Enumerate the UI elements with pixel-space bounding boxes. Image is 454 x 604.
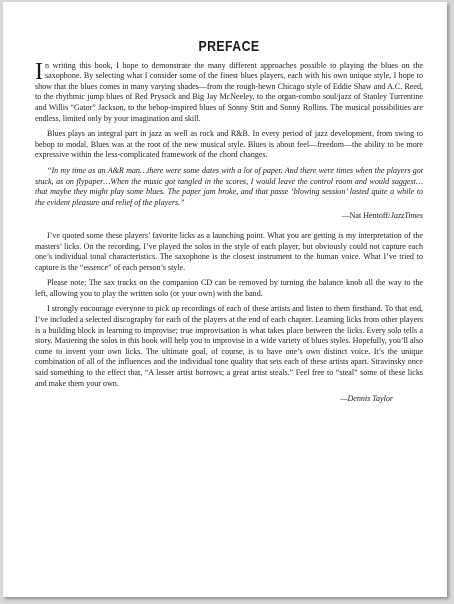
page-title: PREFACE	[198, 38, 260, 55]
blues-paragraph: Blues plays an integral part in jazz as well as rock and R&B. In every period of jazz development, from swing to bebop to modal, Blues was at the root of the new musical style. Blues is about feel—freedom—the ability to be more expressive within the less-complicated framework of the chord changes.	[35, 129, 423, 160]
drop-cap: I	[35, 58, 43, 85]
cd-note-paragraph: Please note: The sax tracks on the companion CD can be removed by turning the balance knob all the way to the left, allowing you to play the written solo (or your own) with the band.	[35, 278, 423, 298]
licks-paragraph: I’ve quoted some these players’ favorite licks as a launching point. What you are getting is my interpretation of the masters’ licks. On the recording, I’ve played the solos in the style of each player, but obviously could not capture each one’s individual tonal characteristics. The saxophone is the closest instrument to the human voice. What I’ve tried to capture is the “essence” of each person’s style.	[35, 230, 423, 272]
author-signature: —Dennis Taylor	[340, 394, 393, 404]
hentoff-quote: “In my time as an A&R man…there were some dates with a lot of paper. And there were times when the players got stuck, as on flypaper…When the music got tangled in the scores, I would leave the control room and would suggest…that maybe they might play some blues. The paper jam broke, and that passe ‘blowing session’ lasted quite a while to the evident pleasure and relief of the players.”	[35, 165, 423, 207]
recordings-paragraph: I strongly encourage everyone to pick up recordings of each of these artists and listen to them firsthand. To that end, I’ve included a selected discography for each of the players at the end of each chapter. Learning licks from other players is a building block in learning to improvise; true improvisation is what takes place between the licks. Every solo tells a story. Mastering the solos in this book will help you to improvise in a wide variety of blues styles. Hopefully, you’ll also come to invent your own licks. The ultimate goal, of course, is to have one’s own distinct voice. It’s the unique combination of all of the influences and the individual tone quality that sets each of these artists apart. Stravinsky once said something to the effect that, “A lesser artist borrows; a great artist steals.” Feel free to “steal” some of these licks and make them your own.	[35, 304, 423, 388]
attribution-name: —Nat Hentoff/	[341, 211, 391, 221]
intro-paragraph-text: n writing this book, I hope to demonstrate the many different approaches possible to playing the blues on the saxophone. By selecting what I consider some of the finest blues players, each with his own unique style, I hope to show that the blues comes in many varying shades—from the rough-hewn Chicago style of Eddie Shaw and A.C. Reed, to the rhythmic jump blues of Red Prysock and Big Jay McNeeley, to the organ-combo soul/jazz of Stanley Turrentine and Willis “Gator” Jackson, to the bebop-inspired blues of Sonny Stitt and Sonny Rollins. The musical possibilities are endless, limited only by your imagination and skill.	[35, 60, 423, 123]
attribution-source: JazzTimes	[390, 211, 423, 221]
page	[3, 2, 447, 597]
page-content	[35, 38, 423, 410]
quote-attribution	[35, 211, 423, 222]
intro-paragraph	[35, 58, 423, 125]
